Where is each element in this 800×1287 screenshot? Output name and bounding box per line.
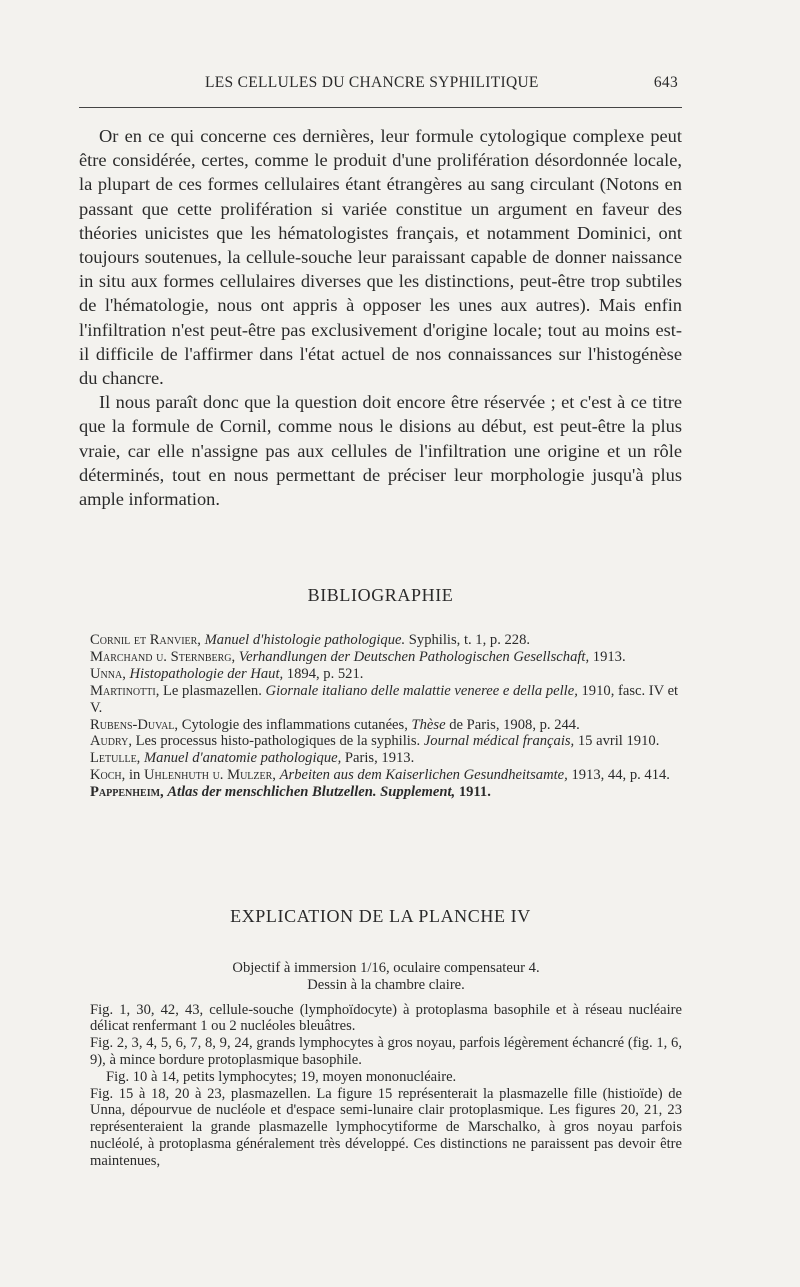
bib-authors: Audry, — [90, 733, 132, 750]
bib-rest: 1894, p. 521. — [283, 665, 364, 682]
bib-rest: 15 avril 1910. — [574, 733, 660, 750]
bib-authors: Marchand u. Sternberg, — [90, 648, 236, 665]
bib-authors: Letulle, — [90, 750, 141, 767]
bib-authors: Rubens-Duval, — [90, 716, 179, 733]
bib-rest: 1910, fasc. IV et V. — [90, 682, 679, 716]
bib-entry — [90, 717, 682, 734]
bib-entry — [90, 649, 682, 666]
bib-authors: Cornil et Ranvier, — [90, 632, 201, 648]
bibliography-list — [90, 632, 682, 801]
page-number: 643 — [653, 74, 678, 91]
bib-rest: de Paris, 1908, p. 244. — [445, 716, 580, 733]
bib-authors: Uhlenhuth u. Mulzer, — [143, 767, 276, 784]
bib-work: Journal médical français, — [423, 733, 575, 750]
fig-caption: Fig. 2, 3, 4, 5, 6, 7, 8, 9, 24, grands lymphocytes à gros noyau, parfois légèrement échancré (fig. 1, 6, 9), à mince bordure protoplasmique basophile. — [90, 1035, 682, 1068]
paragraph-1: Or en ce qui concerne ces dernières, leur formule cytologique complexe peut être considérée, certes, comme le produit d'une prolifération désordonnée locale, la plupart de ces formes cellulaires étant étrangères au sang circulant (Notons en passant que cette prolifération si variée constitue un argument en faveur des théories unicistes que les hématologistes français, et notamment Dominici, ont toujours soutenues, la cellule-souche leur paraissant capable de donner naissance in situ aux formes cellulaires diverses que les distinctions, peut-être trop subtiles de l'hématologie, nous ont appris à opposer les unes aux autres). Mais enfin l'infiltration n'est peut-être pas exclusivement d'origine locale; tout au moins est-il difficile de l'affirmer dans l'état actuel de nos connaissances sur l'histogénèse du chancre. — [79, 126, 682, 389]
bib-entry — [90, 632, 682, 649]
fig-caption: Fig. 15 à 18, 20 à 23, plasmazellen. La figure 15 représenterait la plasmazelle fille (histioïde) de Unna, dépourvue de nucléole et d'espace semi-lunaire clair protoplasmique. Les figures 20, 21, 23 représenteraient la grande plasmazelle lymphocytiforme de Marschalko, à gros noyau parfois nucléolé, à protoplasma généralement très développé. Ces distinctions ne paraissent pas devoir être maintenues, — [90, 1085, 682, 1169]
bib-rest: 1913, 44, p. 414. — [567, 767, 670, 784]
bib-entry — [90, 683, 682, 717]
bib-work: Verhandlungen der Deutschen Pathologischen Gesellschaft, — [238, 648, 590, 665]
bib-authors: Martinotti, — [90, 682, 160, 699]
explication-title: EXPLICATION DE LA PLANCHE IV — [230, 906, 531, 926]
fig-caption: Fig. 10 à 14, petits lymphocytes; 19, moyen mononucléaire. — [106, 1068, 457, 1085]
bib-rest: in — [125, 767, 144, 784]
bib-work: Histopathologie der Haut, — [129, 665, 284, 682]
header-rule — [79, 107, 682, 108]
bib-authors: Unna, — [90, 665, 126, 682]
running-header — [79, 66, 682, 92]
bib-work: Arbeiten aus dem Kaiserlichen Gesundheitsamte, — [279, 767, 568, 784]
bib-rest: Paris, 1913. — [341, 750, 415, 767]
bib-entry — [90, 733, 682, 750]
bib-entry — [90, 784, 682, 801]
bib-rest: 1913. — [589, 648, 626, 665]
bib-authors: Pappenheim, — [90, 784, 164, 801]
bib-work: Manuel d'anatomie pathologique, — [143, 750, 342, 767]
bib-entry — [90, 767, 682, 784]
bib-rest: Cytologie des inflammations cutanées, — [178, 716, 412, 733]
bibliography-title: BIBLIOGRAPHIE — [307, 585, 454, 605]
body-text — [79, 124, 682, 511]
dessin-line: Dessin à la chambre claire. — [307, 976, 465, 993]
bib-rest: Les processus histo-pathologiques de la syphilis. — [131, 733, 424, 750]
bib-entry — [90, 750, 682, 767]
bib-work: Thèse — [411, 716, 446, 733]
paragraph-2: Il nous paraît donc que la question doit encore être réservée ; et c'est à ce titre que la formule de Cornil, comme nous le disions au début, est peut-être la plus vraie, car elle n'assigne pas aux cellules de l'infiltration une origine et un rôle déterminés, tout en nous permettant de préciser leur morphologie jusqu'à plus ample information. — [79, 392, 682, 510]
explication-section — [90, 960, 682, 1170]
bib-entry — [90, 666, 682, 683]
bib-work: Manuel d'histologie pathologique. — [204, 632, 406, 648]
bib-work: Giornale italiano delle malattie veneree e della pelle, — [265, 682, 578, 699]
running-title: LES CELLULES DU CHANCRE SYPHILITIQUE — [205, 74, 539, 91]
bib-rest: Le plasmazellen. — [159, 682, 266, 699]
objectif-line: Objectif à immersion 1/16, oculaire compensateur 4. — [232, 960, 540, 976]
bib-work: Atlas der menschlichen Blutzellen. Supplement, — [167, 784, 456, 801]
bib-authors: Koch, — [90, 767, 126, 784]
fig-caption: Fig. 1, 30, 42, 43, cellule-souche (lymphoïdocyte) à protoplasma basophile et à réseau nucléaire délicat renfermant 1 ou 2 nucléoles bleuâtres. — [90, 1001, 682, 1035]
bib-rest: 1911. — [455, 784, 491, 801]
bib-rest: Syphilis, t. 1, p. 228. — [405, 632, 531, 648]
